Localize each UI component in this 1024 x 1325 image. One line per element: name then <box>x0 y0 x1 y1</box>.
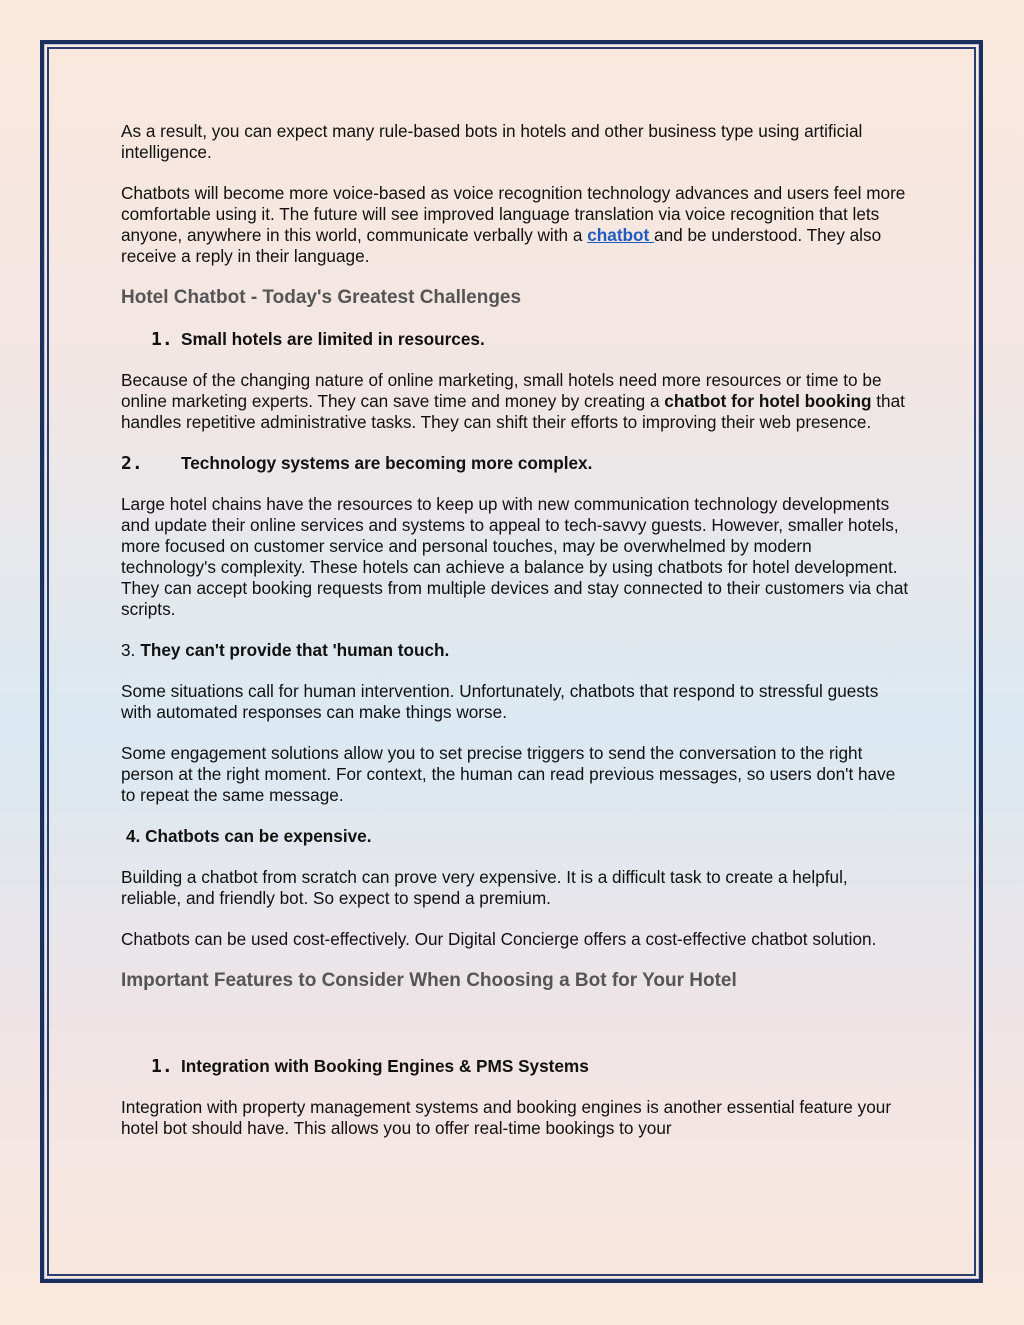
heading-features: Important Features to Consider When Choosing a Bot for Your Hotel <box>121 970 737 991</box>
paragraph-small-hotels-b: that handles repetitive administrative tasks. They can shift their efforts to improving their web presence. <box>121 391 905 432</box>
paragraph-building-chatbot: Building a chatbot from scratch can prove very expensive. It is a difficult task to create a helpful, reliable, and friendly bot. So expect to spend a premium. <box>121 867 848 908</box>
document-body <box>121 121 911 1159</box>
paragraph-cost-effective: Chatbots can be used cost-effectively. Our Digital Concierge offers a cost-effective chatbot solution. <box>121 929 877 949</box>
paragraph-integration: Integration with property management systems and booking engines is another essential feature your hotel bot should have. This allows you to offer real-time bookings to your <box>121 1097 892 1138</box>
item-title: Small hotels are limited in resources. <box>181 329 485 349</box>
paragraph-small-hotels <box>121 370 911 433</box>
paragraph-engagement: Some engagement solutions allow you to set precise triggers to send the conversation to the right person at the right moment. For context, the human can read previous messages, so users don't have to repeat the same message. <box>121 743 896 805</box>
feature-item-1 <box>121 1056 911 1077</box>
heading-challenges: Hotel Chatbot - Today's Greatest Challenges <box>121 287 522 308</box>
paragraph-small-hotels-a: Because of the changing nature of online marketing, small hotels need more resources or time to be online marketing experts. They can save time and money by creating a <box>121 370 882 411</box>
paragraph-rule-based-bots: As a result, you can expect many rule-based bots in hotels and other business type using artificial intelligence. <box>121 121 863 162</box>
challenge-item-3 <box>121 640 911 661</box>
item-title: They can't provide that 'human touch. <box>140 640 450 660</box>
paragraph-human-intervention: Some situations call for human intervention. Unfortunately, chatbots that respond to stressful guests with automated responses can make things worse. <box>121 681 879 722</box>
challenge-item-2 <box>121 453 911 474</box>
paragraph-large-chains: Large hotel chains have the resources to keep up with new communication technology developments and update their online services and systems to appeal to tech-savvy guests. However, smaller hotels, more focused on customer service and personal touches, may be overwhelmed by modern technology's complexity. These hotels can achieve a balance by using chatbots for hotel development. They can accept booking requests from multiple devices and stay connected to their customers via chat scripts. <box>121 494 909 619</box>
paragraph-voice-text-b: and be understood. They also receive a reply in their language. <box>121 225 882 266</box>
item-title: Technology systems are becoming more complex. <box>181 453 593 473</box>
chatbot-link[interactable]: chatbot <box>587 225 655 245</box>
item-number: 3. <box>121 640 136 660</box>
item-title: 4. Chatbots can be expensive. <box>126 826 372 846</box>
item-number: 1. <box>151 1056 173 1077</box>
challenge-item-1 <box>121 329 911 350</box>
challenge-item-4 <box>121 826 911 847</box>
bold-chatbot-hotel-booking: chatbot for hotel booking <box>664 391 872 411</box>
item-number: 1. <box>151 329 173 350</box>
item-title: Integration with Booking Engines & PMS Systems <box>181 1056 589 1076</box>
paragraph-voice-text-a: Chatbots will become more voice-based as voice recognition technology advances and users feel more comfortable using it. The future will see improved language translation via voice recognition that lets anyone, anywhere in this world, communicate verbally with a <box>121 183 906 245</box>
item-number: 2. <box>121 453 143 474</box>
paragraph-voice-based <box>121 183 911 267</box>
